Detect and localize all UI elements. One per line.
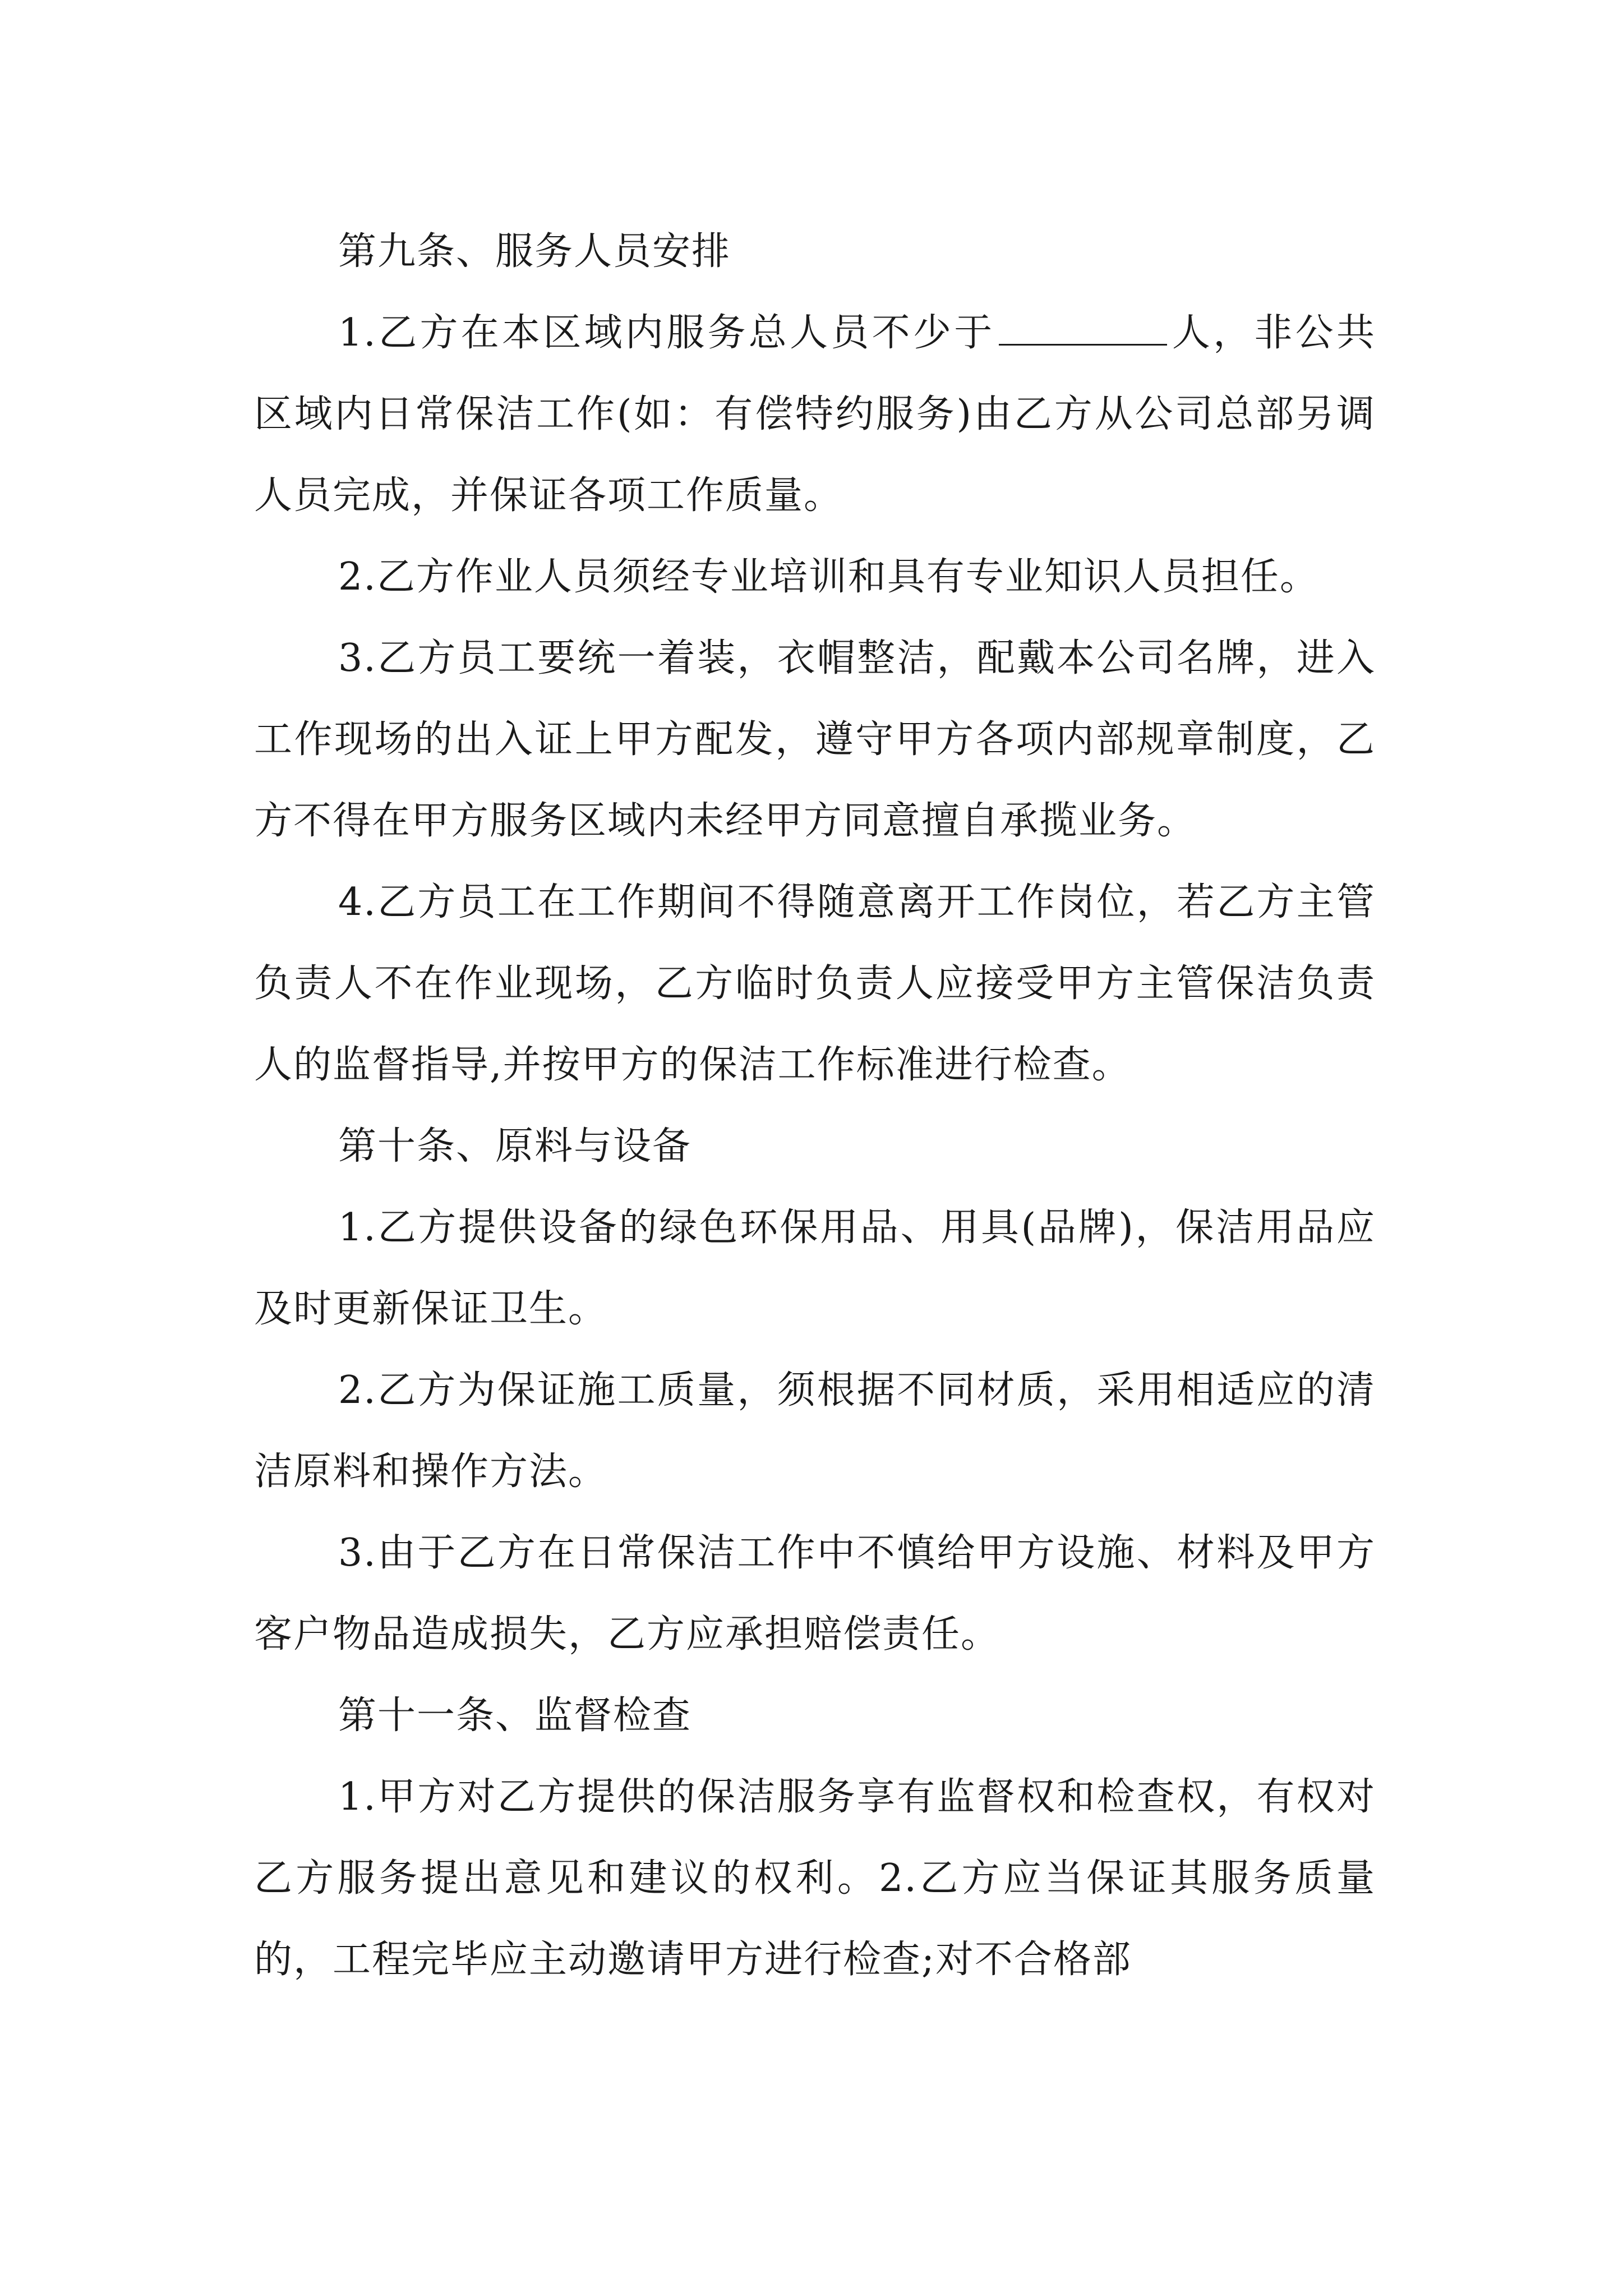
- article-9-item-1: [254, 292, 1376, 536]
- article-9-item-4: 4.乙方员工在工作期间不得随意离开工作岗位，若乙方主管负责人不在作业现场，乙方临时负责人应接受甲方主管保洁负责人的监督指导,并按甲方的保洁工作标准进行检查。: [254, 880, 1376, 1087]
- article-10-item-2: 2.乙方为保证施工质量，须根据不同材质，采用相适应的清洁原料和操作方法。: [254, 1368, 1376, 1494]
- article-9-heading: 第九条、服务人员安排: [338, 229, 731, 274]
- article-9-item-2: 2.乙方作业人员须经专业培训和具有专业知识人员担任。: [338, 555, 1319, 599]
- article-9-item-1-text-before: 1.乙方在本区域内服务总人员不少于: [338, 311, 995, 355]
- document-body: [254, 211, 1376, 2000]
- article-11-heading: 第十一条、监督检查: [338, 1694, 692, 1738]
- article-10-item-1: 1.乙方提供设备的绿色环保用品、用具(品牌)，保洁用品应及时更新保证卫生。: [254, 1205, 1376, 1331]
- article-9-item-1-text-after: 人，非公共区域内日常保洁工作(如：有偿特约服务)由乙方从公司总部另调人员完成，并保证各项工作质量。: [254, 311, 1376, 518]
- article-10-heading: 第十条、原料与设备: [338, 1124, 692, 1168]
- article-9-item-3: 3.乙方员工要统一着装，衣帽整洁，配戴本公司名牌，进入工作现场的出入证上甲方配发，遵守甲方各项内部规章制度，乙方不得在甲方服务区域内未经甲方同意擅自承揽业务。: [254, 636, 1376, 843]
- fill-in-blank: [999, 343, 1167, 346]
- article-11-item-1: 1.甲方对乙方提供的保洁服务享有监督权和检查权，有权对乙方服务提出意见和建议的权利。2.乙方应当保证其服务质量的，工程完毕应主动邀请甲方进行检查;对不合格部: [254, 1775, 1376, 1982]
- article-10-item-3: 3.由于乙方在日常保洁工作中不慎给甲方设施、材料及甲方客户物品造成损失，乙方应承担赔偿责任。: [254, 1531, 1376, 1657]
